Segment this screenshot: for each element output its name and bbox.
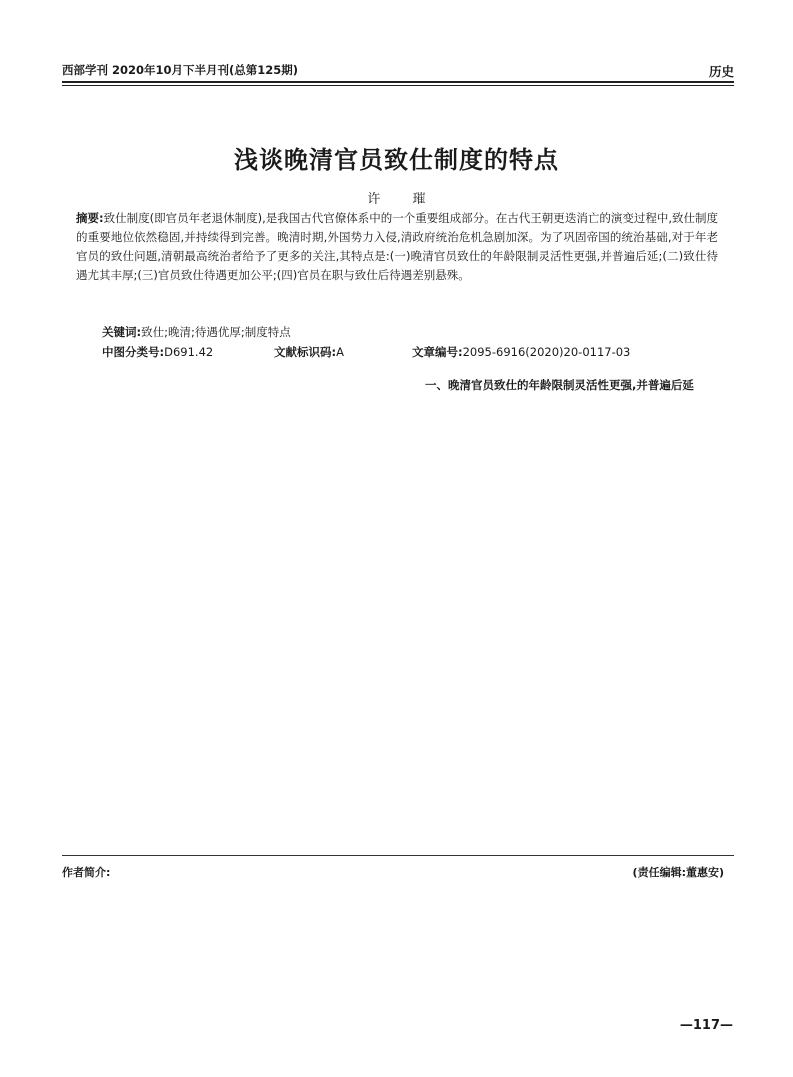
article-title: 浅谈晚清官员致仕制度的特点	[234, 146, 559, 174]
body-column-right	[402, 375, 724, 395]
footnote-rule	[62, 855, 734, 856]
section-heading: 一、晚清官员致仕的年龄限制灵活性更强,并普遍后延	[425, 378, 694, 392]
page-number: —117—	[679, 1018, 733, 1033]
header-rule	[62, 81, 734, 83]
author-bio-right	[440, 862, 730, 884]
abstract-text: 致仕制度(即官员年老退休制度),是我国古代官僚体系中的一个重要组成部分。在古代王朝更迭消亡的演变过程中,致仕制度的重要地位依然稳固,并持续得到完善。晚清时期,外国势力入侵,清政府统治危机急剧加深。为了巩固帝国的统治基础,对于年老官员的致仕问题,清朝最高统治者给予了更多的关注,其特点是:(一)晚清官员致仕的年龄限制灵活性更强,并普遍后延;(二)致仕待遇尤其丰厚;(三)官员致仕待遇更加公平;(四)官员在职与致仕后待遇差别悬殊。	[76, 211, 718, 282]
author-bio-line	[62, 862, 392, 884]
keywords	[102, 323, 291, 342]
responsible-editor: (责任编辑:董惠安)	[632, 866, 724, 879]
classification-line	[102, 343, 662, 362]
section-name: 历史	[708, 64, 734, 79]
running-header	[62, 60, 734, 82]
abstract	[76, 209, 718, 285]
document-code: 文献标识码:A	[274, 345, 344, 359]
abstract-label: 摘要:	[76, 211, 104, 225]
keywords-text: 致仕;晚清;待遇优厚;制度特点	[141, 325, 291, 339]
keywords-label: 关键词:	[102, 325, 142, 339]
author-bio-label: 作者简介:	[62, 866, 111, 879]
clc-number: 中图分类号:D691.42	[102, 345, 214, 359]
article-number: 文章编号:2095-6916(2020)20-0117-03	[412, 345, 631, 359]
article-author: 许 璀	[367, 192, 440, 207]
author-bio-left	[62, 862, 392, 884]
journal-name: 西部学刊 2020年10月下半月刊(总第125期)	[62, 63, 299, 77]
header-rule-thin	[62, 85, 734, 86]
